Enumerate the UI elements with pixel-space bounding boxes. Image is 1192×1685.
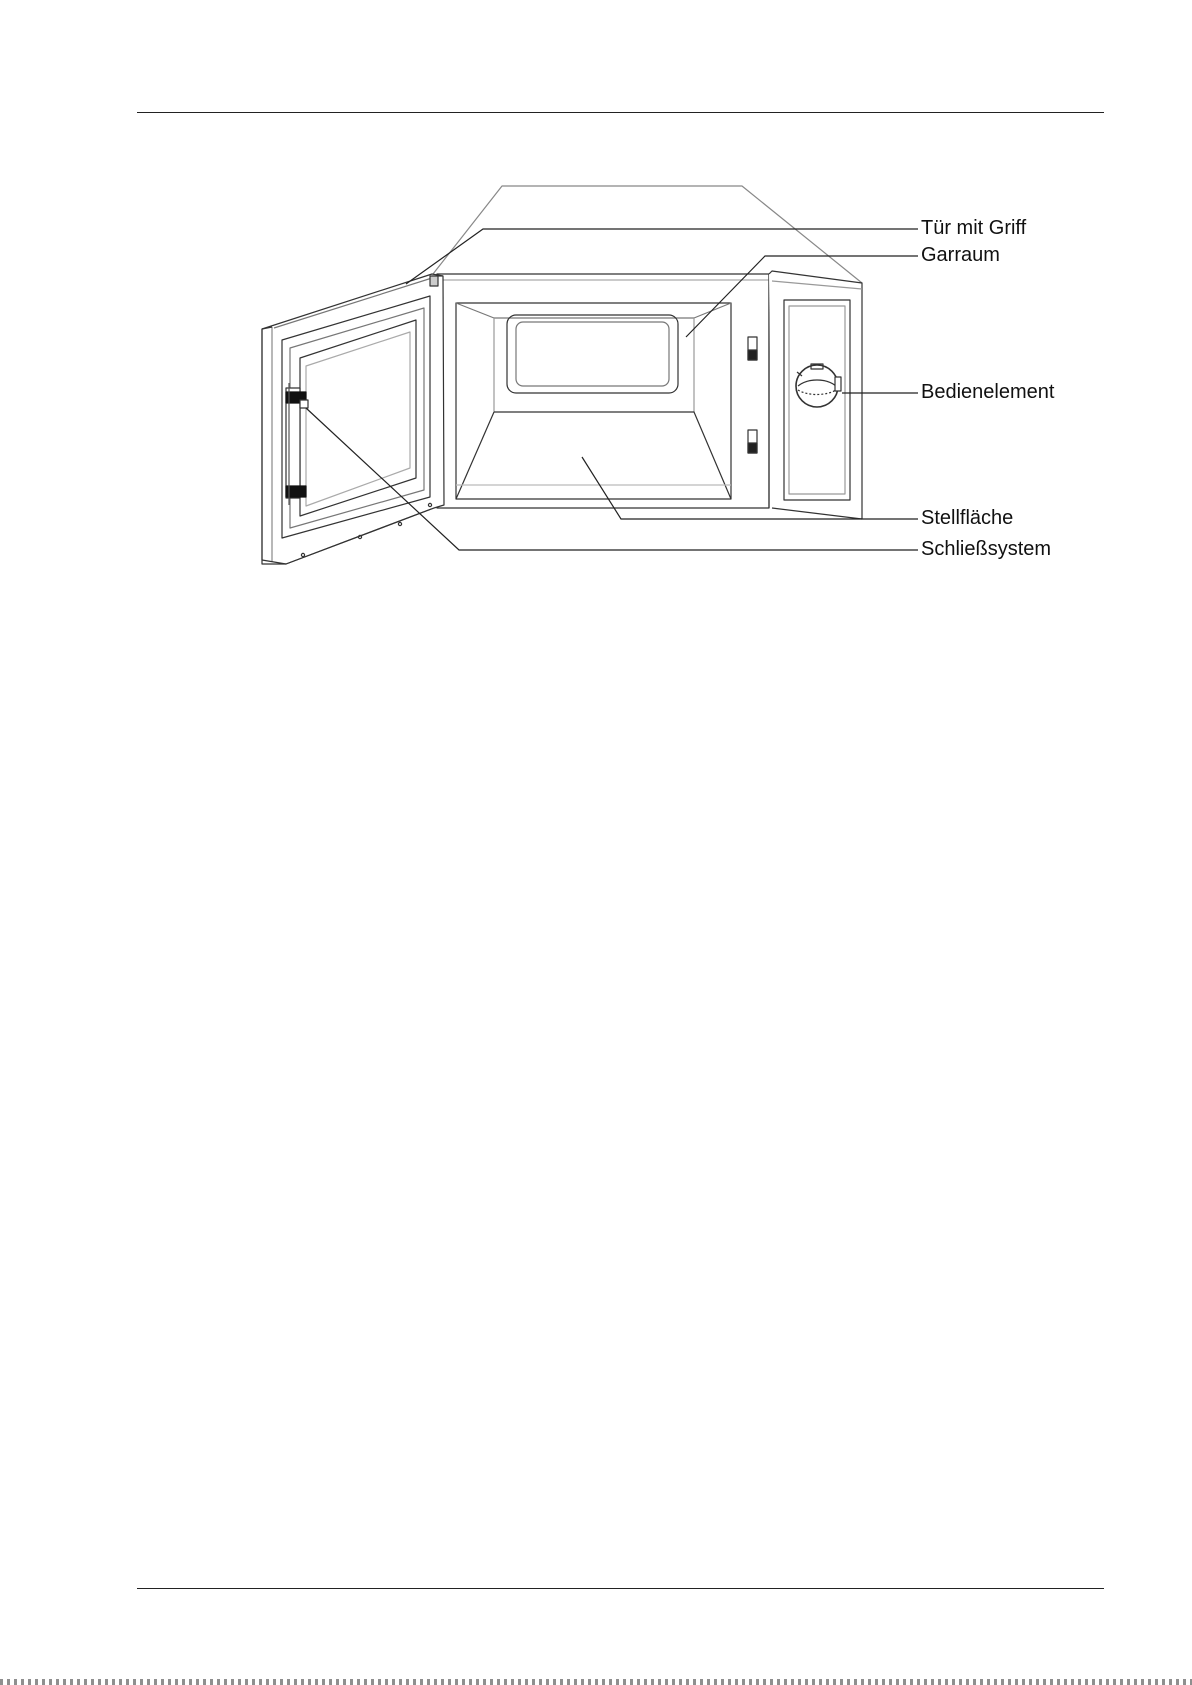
label-shelf-surface: Stellfläche (921, 507, 1014, 529)
label-lock-system: Schließsystem (921, 538, 1052, 560)
scan-edge-artifact (0, 1679, 1192, 1685)
footer-rule (137, 1588, 1104, 1589)
label-control-element: Bedienelement (921, 381, 1055, 403)
control-panel (769, 271, 862, 519)
label-door-with-handle: Tür mit Griff (921, 217, 1027, 239)
label-cooking-cavity: Garraum (921, 244, 1000, 266)
